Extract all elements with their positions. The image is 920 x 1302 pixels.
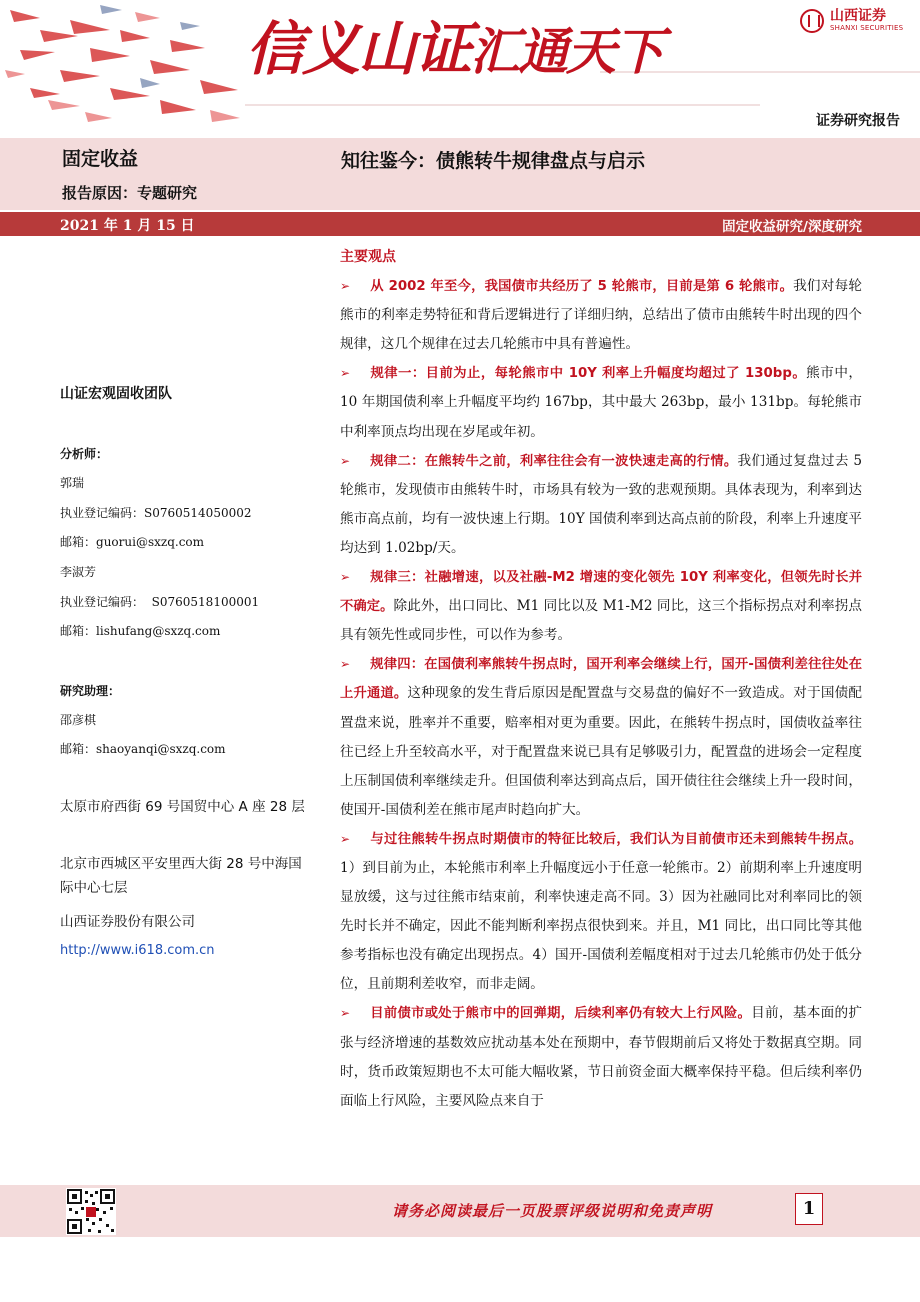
research-type: 固定收益研究/深度研究 bbox=[722, 219, 862, 235]
slogan bbox=[246, 15, 663, 83]
analyst-name: 郭瑞 bbox=[60, 476, 85, 490]
analyst-reg: 执业登记编码： S0760518100001 bbox=[60, 595, 260, 609]
analyst-name: 李淑芳 bbox=[60, 565, 97, 579]
logo-name: 山西证券 bbox=[830, 8, 886, 24]
arrow-bullet-icon: ➢ bbox=[340, 570, 351, 585]
bullet-point: ➢ 从 2002 年至今，我国债市共经历了 5 轮熊市，目前是第 6 轮熊市。我们对每轮熊市的利率走势特征和背后逻辑进行了详细归纳，总结出了债市由熊转牛时出现的四个规律，这几个规律在过去几轮熊市中具有普遍性。 bbox=[340, 272, 862, 359]
logo-english: SHANXI SECURITIES bbox=[830, 24, 904, 32]
team-name: 山证宏观固收团队 bbox=[60, 386, 172, 402]
report-date: 2021 年 1 月 15 日 bbox=[60, 218, 195, 234]
page-number: 1 bbox=[795, 1193, 823, 1225]
report-type: 证券研究报告 bbox=[816, 113, 900, 129]
report-category: 固定收益 bbox=[62, 148, 139, 170]
assistant-label: 研究助理： bbox=[60, 684, 121, 698]
website-link[interactable]: http://www.i618.com.cn bbox=[60, 943, 215, 958]
report-reason: 报告原因：专题研究 bbox=[62, 184, 198, 202]
bullet-point: ➢ 目前债市或处于熊市中的回弹期，后续利率仍有较大上行风险。目前，基本面的扩张与经济增速的基数效应扰动基本处在预期中，春节假期前后又将处于数据真空期。同时，货币政策短期也不太可能大幅收紧，节日前资金面大概率保持平稳。但后续利率仍面临上行风险，主要风险点来自于 bbox=[340, 999, 862, 1115]
bullet-point: ➢ 与过往熊转牛拐点时期债市的特征比较后，我们认为目前债市还未到熊转牛拐点。1）到目前为止，本轮熊市利率上升幅度远小于任意一轮熊市。2）前期利率上升速度明显放缓，这与过往熊市结束前，利率快速走高不同。3）因为社融同比对利率同比的领先时长并不确定，因此不能判断利率拐点很快到来。并且，M1 同比，出口同比等其他参考指标也没有确定出现拐点。4）国开-国债利差幅度相对于过去几轮熊市仍处于低分位，且前期利差收窄，而非走阔。 bbox=[340, 825, 862, 1000]
bullet-point: ➢ 规律三：社融增速，以及社融-M2 增速的变化领先 10Y 利率变化，但领先时长并不确定。除此外，出口同比、M1 同比以及 M1-M2 同比，这三个指标拐点对利率拐点具有领先性或同步性，可以作为参考。 bbox=[340, 563, 862, 650]
company-name: 山西证券股份有限公司 bbox=[60, 914, 195, 930]
analyst-label: 分析师： bbox=[60, 447, 109, 461]
slogan-part2: 汇通天下 bbox=[470, 23, 663, 81]
assistant-email[interactable]: 邮箱：shaoyanqi@sxzq.com bbox=[60, 742, 226, 756]
bullet-point: ➢ 规律四：在国债利率熊转牛拐点时，国开利率会继续上行，国开-国债利差往往处在上升通道。这种现象的发生背后原因是配置盘与交易盘的偏好不一致造成。对于国债配置盘来说，胜率并不重要，赔率相对更为重要。因此，在熊转牛拐点时，国债收益率往往已经上升至较高水平，对于配置盘来说已具有足够吸引力，配置盘的进场会一定程度上压制国债利率继续走升。但国债利率达到高点后，国开债往往会继续上升一段时间，使国开-国债利差在熊市尾声时趋向扩大。 bbox=[340, 650, 862, 825]
analyst-reg: 执业登记编码：S0760514050002 bbox=[60, 506, 252, 520]
key-points-heading: 主要观点 bbox=[340, 249, 396, 265]
analyst-email[interactable]: 邮箱：guorui@sxzq.com bbox=[60, 535, 205, 549]
bullet-point: ➢ 规律二：在熊转牛之前，利率往往会有一波快速走高的行情。我们通过复盘过去 5 轮熊市，发现债市由熊转牛时，市场具有较为一致的悲观预期。具体表现为，利率到达熊市高点前，均有一波快速上行期。10Y 国债利率到达高点前的阶段，利率上升速度平均达到 1.02bp/天。 bbox=[340, 447, 862, 563]
assistant-name: 邵彦棋 bbox=[60, 713, 97, 727]
key-points bbox=[340, 243, 862, 1116]
arrow-bullet-icon: ➢ bbox=[340, 279, 351, 294]
analyst-email[interactable]: 邮箱：lishufang@sxzq.com bbox=[60, 624, 221, 638]
qr-code-icon bbox=[66, 1188, 116, 1235]
company-logo bbox=[800, 9, 903, 33]
arrow-bullet-icon: ➢ bbox=[340, 831, 351, 846]
arrow-bullet-icon: ➢ bbox=[340, 1006, 351, 1021]
address-beijing: 北京市西城区平安里西大街 28 号中海国际中心七层 bbox=[60, 856, 302, 896]
logo-icon bbox=[800, 9, 824, 33]
arrow-bullet-icon: ➢ bbox=[340, 657, 351, 672]
disclaimer-text: 请务必阅读最后一页股票评级说明和免责声明 bbox=[392, 1202, 713, 1220]
slogan-part1: 信义山证 bbox=[246, 15, 471, 83]
arrow-bullet-icon: ➢ bbox=[340, 366, 351, 381]
address-taiyuan: 太原市府西街 69 号国贸中心 A 座 28 层 bbox=[60, 799, 305, 815]
arrow-bullet-icon: ➢ bbox=[340, 453, 351, 468]
report-title: 知往鉴今：债熊转牛规律盘点与启示 bbox=[341, 150, 646, 172]
bullet-point: ➢ 规律一：目前为止，每轮熊市中 10Y 利率上升幅度均超过了 130bp。熊市中，10 年期国债利率上升幅度平均约 167bp，其中最大 263bp，最小 131bp。每轮熊市中利率顶点均出现在岁尾或年初。 bbox=[340, 359, 862, 446]
